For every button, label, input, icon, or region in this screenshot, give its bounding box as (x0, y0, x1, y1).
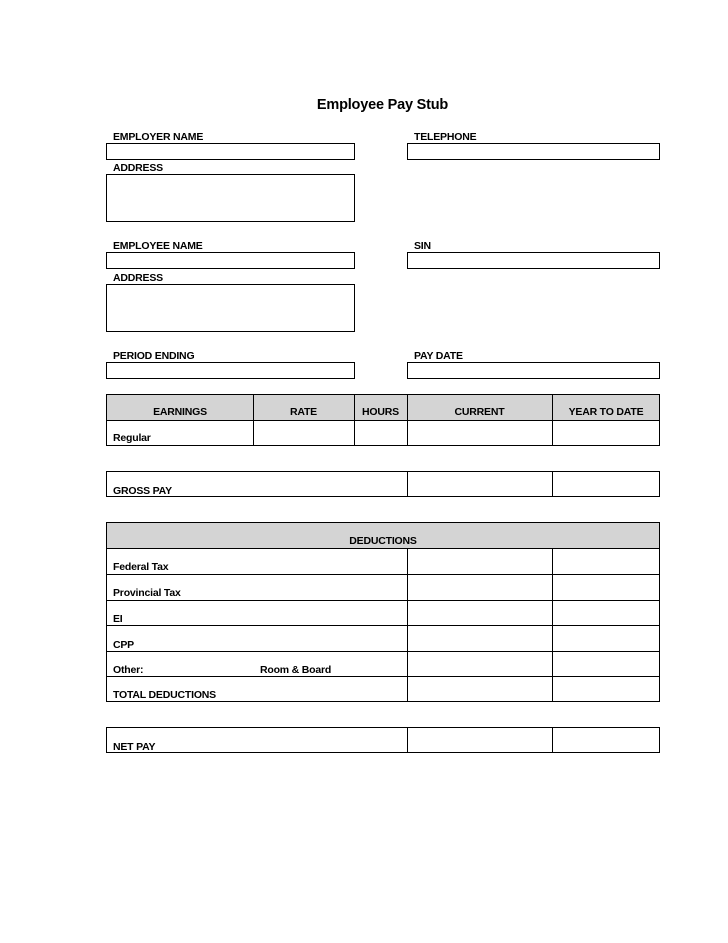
employer-address-label: ADDRESS (113, 162, 163, 174)
cpp-label: CPP (113, 639, 134, 651)
period-ending-field[interactable] (106, 362, 355, 379)
employee-address-label: ADDRESS (113, 272, 163, 284)
other-deduction-label: Other: (113, 664, 144, 676)
deductions-header: DEDUCTIONS (349, 535, 417, 547)
employee-name-field[interactable] (106, 252, 355, 269)
net-pay-row (106, 727, 660, 753)
rate-header: RATE (289, 406, 317, 418)
provincial-tax-label: Provincial Tax (113, 587, 181, 599)
earnings-header: EARNINGS (153, 406, 207, 418)
gross-pay-label: GROSS PAY (113, 485, 172, 497)
regular-earnings-label: Regular (113, 432, 151, 444)
employee-name-label: EMPLOYEE NAME (113, 240, 203, 252)
employer-address-field[interactable] (106, 174, 355, 222)
deductions-table (106, 522, 660, 702)
ei-label: EI (113, 613, 123, 625)
employer-name-field[interactable] (106, 143, 355, 160)
other-deduction-value: Room & Board (260, 664, 332, 676)
period-ending-label: PERIOD ENDING (113, 350, 195, 362)
pay-date-field[interactable] (407, 362, 660, 379)
employee-address-field[interactable] (106, 284, 355, 332)
gross-pay-row (106, 471, 660, 497)
year-to-date-header: YEAR TO DATE (568, 406, 644, 418)
pay-date-label: PAY DATE (414, 350, 463, 362)
total-deductions-label: TOTAL DEDUCTIONS (113, 689, 216, 701)
earnings-table (106, 394, 660, 446)
page-title: Employee Pay Stub (316, 97, 449, 113)
federal-tax-label: Federal Tax (113, 561, 169, 573)
telephone-field[interactable] (407, 143, 660, 160)
sin-label: SIN (414, 240, 431, 252)
hours-header: HOURS (362, 406, 399, 418)
telephone-label: TELEPHONE (414, 131, 477, 143)
sin-field[interactable] (407, 252, 660, 269)
net-pay-label: NET PAY (113, 741, 156, 753)
current-header: CURRENT (454, 406, 505, 418)
employer-name-label: EMPLOYER NAME (113, 131, 204, 143)
